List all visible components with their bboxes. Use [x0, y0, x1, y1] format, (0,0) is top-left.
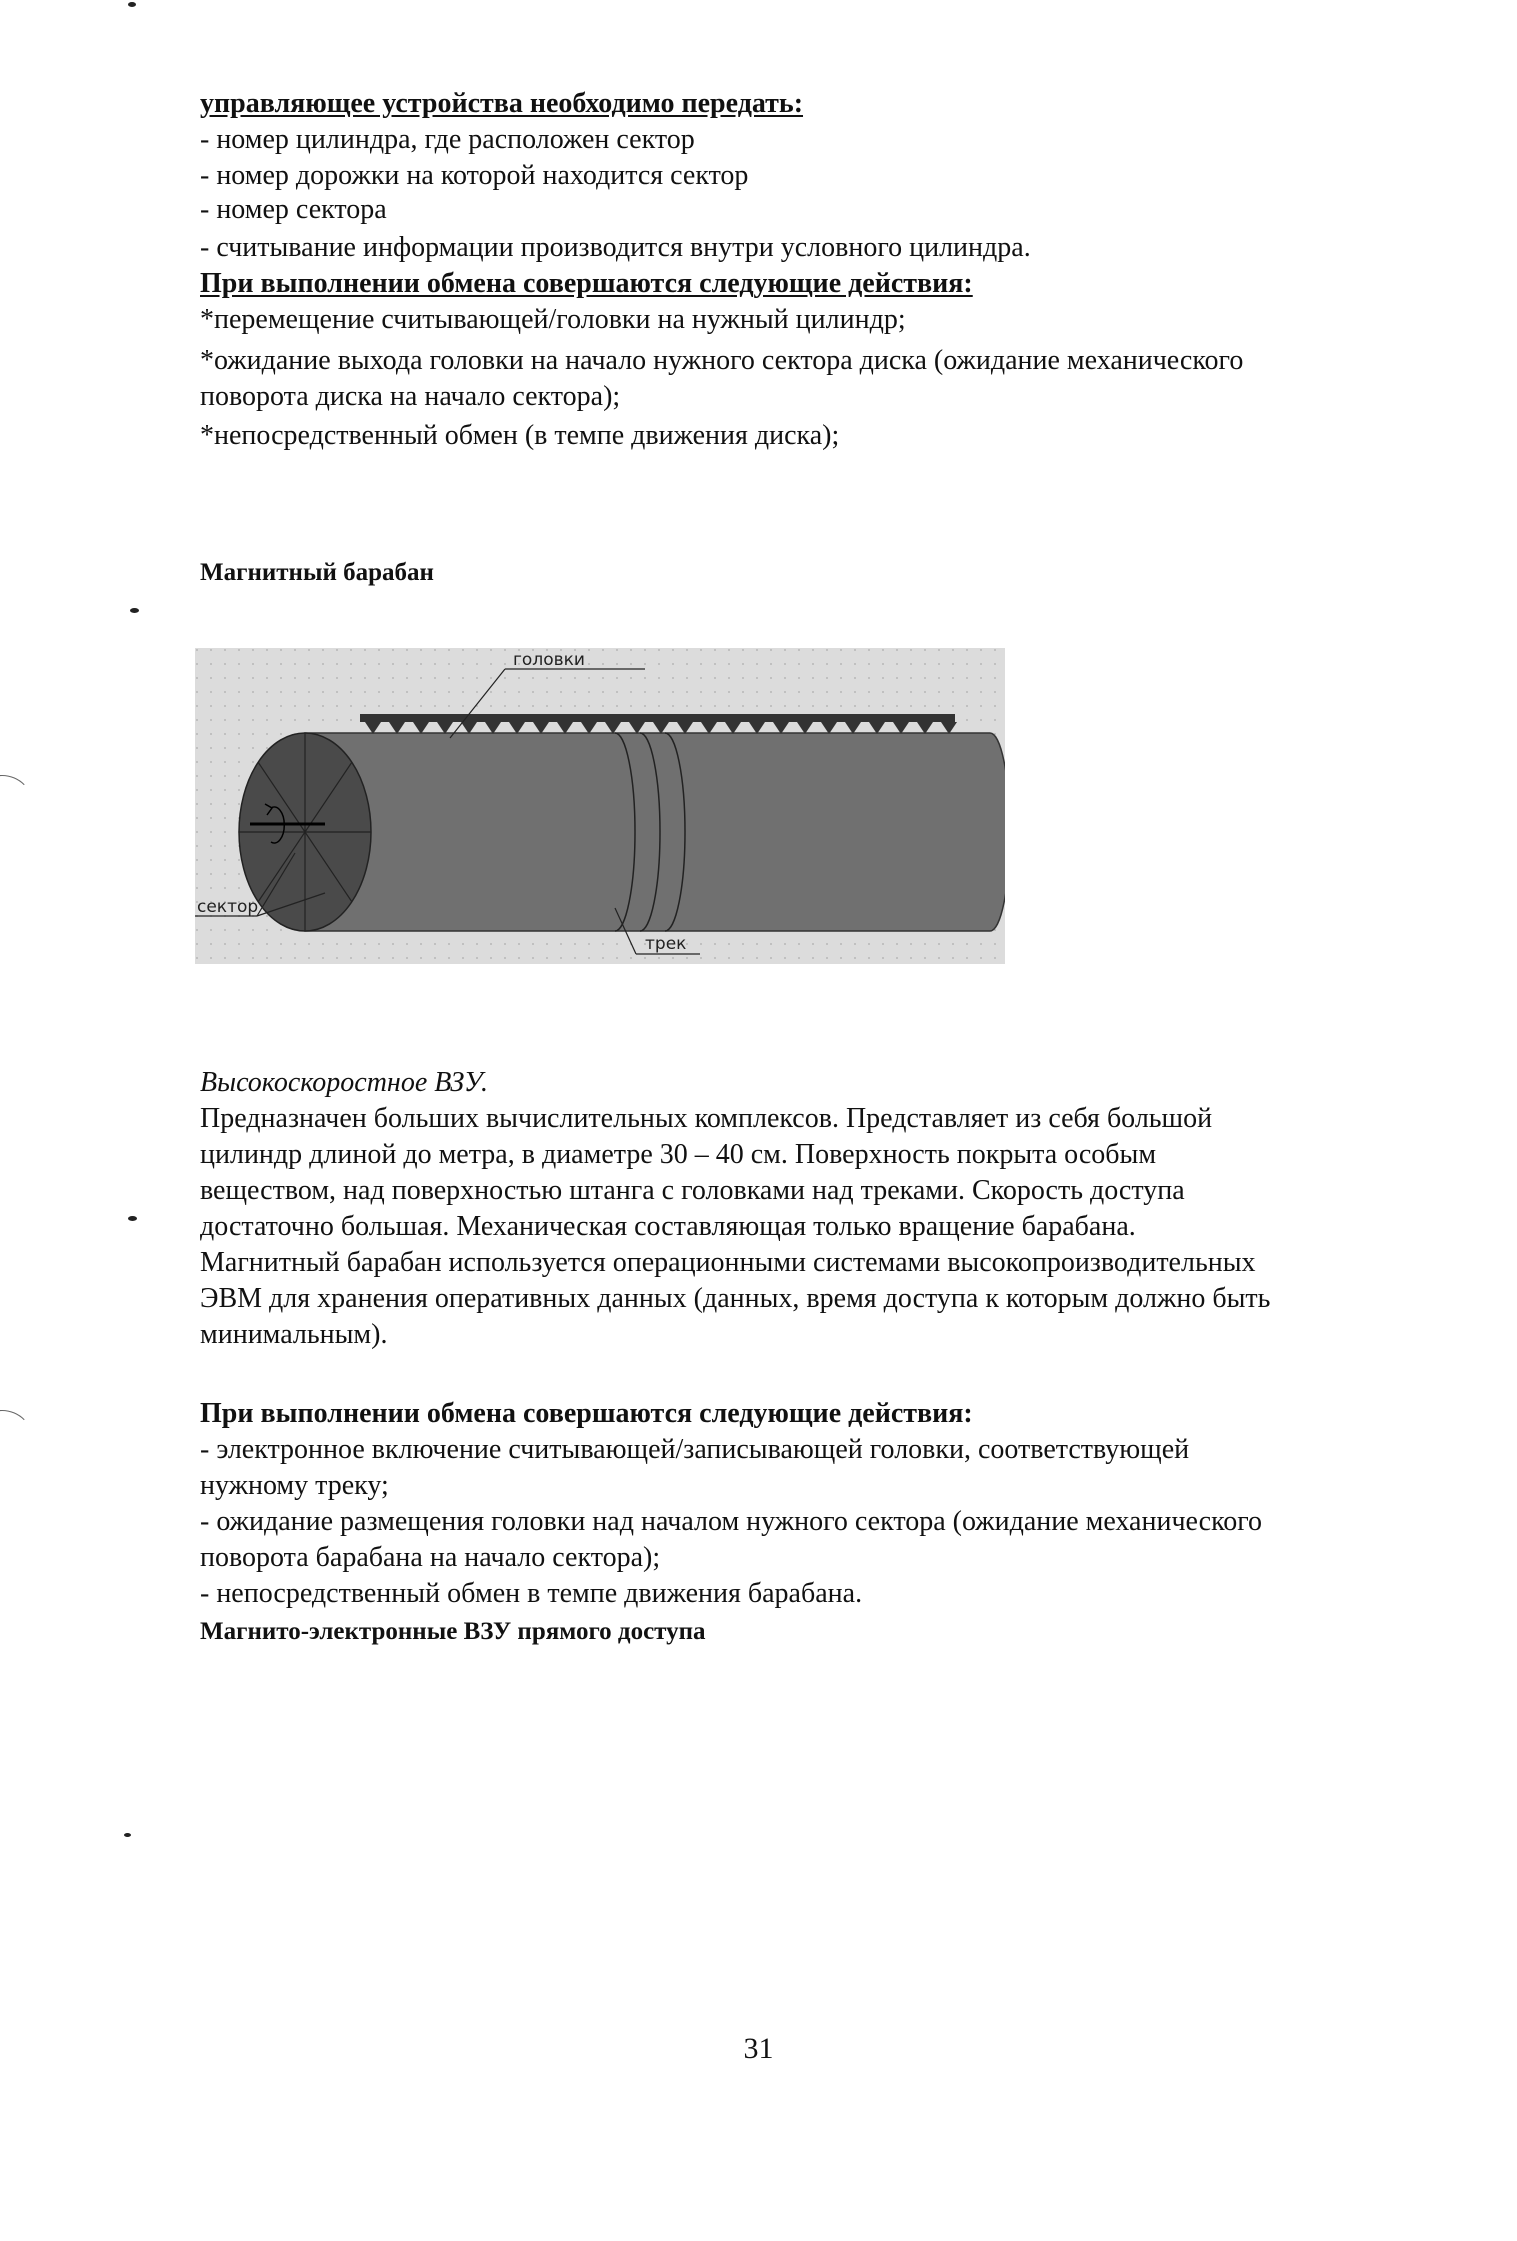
binder-hole-mark — [0, 1410, 34, 1474]
list-item: нужному треку; — [200, 1470, 389, 1501]
scan-speck — [130, 608, 139, 613]
section-title-highspeed: Высокоскоростное ВЗУ. — [200, 1067, 488, 1098]
scan-speck — [124, 1833, 131, 1837]
paragraph-line: достаточно большая. Механическая составляющая только вращение барабана. — [200, 1211, 1136, 1242]
list-item: - считывание информации производится внутри условного цилиндра. — [200, 232, 1031, 263]
paragraph-line: цилиндр длиной до метра, в диаметре 30 – 40 см. Поверхность покрыта особым — [200, 1139, 1157, 1170]
list-item: - номер дорожки на которой находится сектор — [200, 160, 749, 191]
list-item: *перемещение считывающей/головки на нужный цилиндр; — [200, 304, 906, 335]
paragraph-line: Магнитный барабан используется операционными системами высокопроизводительных — [200, 1247, 1256, 1278]
list-item: - электронное включение считывающей/записывающей головки, соответствующей — [200, 1434, 1190, 1465]
figure-title: Магнитный барабан — [200, 559, 434, 586]
section-heading-exchange-drum: При выполнении обмена совершаются следующие действия: — [200, 1398, 973, 1429]
page-number: 31 — [743, 2032, 774, 2065]
label-track: трек — [645, 934, 687, 954]
list-item: - непосредственный обмен в темпе движения барабана. — [200, 1578, 863, 1609]
section-heading-exchange-disk: При выполнении обмена совершаются следующие действия: — [200, 268, 973, 299]
list-item: - номер цилиндра, где расположен сектор — [200, 124, 695, 155]
binder-hole-mark — [0, 775, 34, 839]
sector-divisions — [239, 733, 371, 931]
magnetic-drum-diagram — [195, 648, 1005, 964]
label-heads: головки — [513, 650, 585, 670]
list-item: поворота барабана на начало сектора); — [200, 1542, 661, 1573]
paragraph-line: веществом, над поверхностью штанга с головками над треками. Скорость доступа — [200, 1175, 1185, 1206]
paragraph-line: Предназначен больших вычислительных комплексов. Представляет из себя большой — [200, 1103, 1213, 1134]
paragraph-line: ЭВМ для хранения оперативных данных (данных, время доступа к которым должно быть — [200, 1283, 1271, 1314]
label-sector: сектор — [197, 897, 259, 917]
list-item: *непосредственный обмен (в темпе движения диска); — [200, 420, 840, 451]
section-heading-transfer: управляющее устройства необходимо передать: — [200, 88, 804, 119]
list-item: - номер сектора — [200, 194, 387, 225]
paragraph-line: минимальным). — [200, 1319, 388, 1350]
scan-speck — [128, 2, 136, 7]
heads-rod — [360, 714, 955, 722]
next-section-heading: Магнито-электронные ВЗУ прямого доступа — [200, 1618, 706, 1645]
list-item: *ожидание выхода головки на начало нужного сектора диска (ожидание механического — [200, 345, 1244, 376]
list-item: - ожидание размещения головки над началом нужного сектора (ожидание механического — [200, 1506, 1263, 1537]
scan-speck — [128, 1216, 137, 1221]
list-item: поворота диска на начало сектора); — [200, 381, 621, 412]
